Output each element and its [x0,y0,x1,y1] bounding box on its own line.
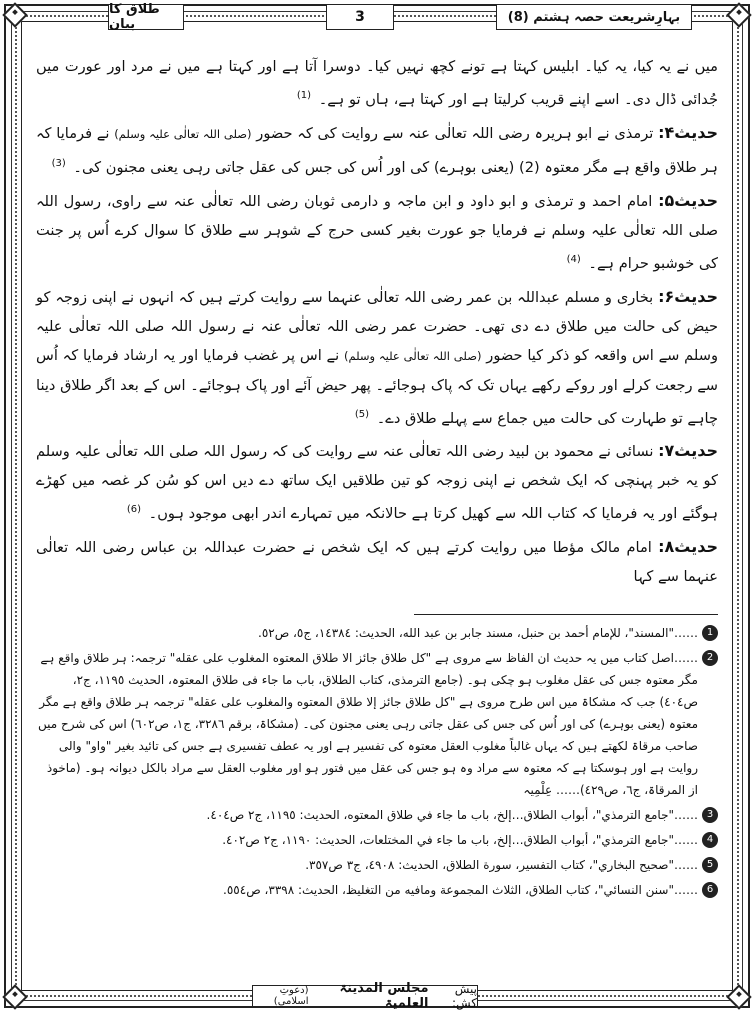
hadith-4 [36,118,718,182]
hadith-label: حدیث۴: [658,122,719,142]
footnote-text: ……"سنن النسائي"، كتاب الطلاق، الثلاث المجموعة ومافيه من التغليظ، الحديث: ٣٣٩٨، ص٥٥٤. [223,883,698,897]
hadith-5 [36,186,718,278]
paragraph-text: میں نے یہ کیا، یہ کیا۔ ابلیس کہتا ہے تونے کچھ نہیں کیا۔ دوسرا آتا ہے اور کہتا ہے میں نے مرد اور عورت میں جُدائی ڈال دی۔ اسے اپنے قریب کرلیتا ہے اور کہتا ہے، ہاں تو ہے۔ [36,58,718,108]
honorific: (صلی اللہ تعالٰی علیہ وسلم) [114,126,252,141]
main-text [36,52,718,595]
footnote-text: ……"المسند"، للإمام أحمد بن حنبل، مسند جابر بن عبد الله، الحديث: ١٤٣٨٤، ج٥، ص٥٢. [258,626,698,640]
footnote-item [36,854,718,876]
footnote-divider [414,614,718,615]
paragraph-text: بخاری و مسلم عبداللہ بن عمر رضی اللہ تعالٰی عنہما سے روایت کرتے ہیں کہ انہوں نے اپنی زوجہ کو حیض کی حالت میں طلاق دے دی تھی۔ حضرت عمر رضی اللہ تعالٰی عنہ نے رسول اللہ صلی اللہ تعالٰی علیہ وسلم سے اس واقعہ کو ذکر کیا حضور [36,288,719,364]
hadith-label: حدیث۷: [658,441,718,461]
footnote-item [36,879,718,901]
hadith-7 [36,436,718,528]
hadith-6 [36,282,718,433]
paragraph-text: امام احمد و ترمذی و ابو داود و ابن ماجہ و دارمی ثوبان رضی اللہ تعالٰی عنہ سے راوی، رسول اللہ صلی اللہ تعالٰی علیہ وسلم نے فرمایا جو عورت بغیر کسی حرج کے شوہر سے طلاق کا سوال کرے اُس پر جنت کی خوشبو حرام ہے۔ [36,192,718,272]
paragraph-text-tail: نے اس پر غضب فرمایا اور یہ ارشاد فرمایا کہ اُس سے رجعت کرلے اور روکے رکھے یہاں تک کہ پاک ہوجائے۔ پھر حیض آئے اور پاک ہوجائے۔ اس کے بعد اگر طلاق دینا چاہے تو طہارت کی حالت میں جماع سے پہلے طلاق دے۔ [36,346,718,427]
footnote-item [36,829,718,851]
footnote-number-badge: 4 [702,832,718,848]
paragraph-text: امام مالک مؤطا میں روایت کرتے ہیں کہ ایک شخص نے حضرت عبداللہ بن عباس رضی اللہ تعالٰی عنہما سے کہا [36,539,718,586]
chapter-title: طلاق کا بیان [108,4,184,30]
footnote-number-badge: 5 [702,857,718,873]
footnote-ref: (6) [126,504,141,516]
footnotes [36,622,718,904]
footnote-text: ……"جامع الترمذي"، أبواب الطلاق…إلخ، باب ما جاء في طلاق المعتوه، الحديث: ١١٩٥، ج٢ ص٤٠٤. [206,808,698,822]
book-title: بہارِشریعت حصہ ہشتم (8) [496,4,692,30]
publisher-name: مجلس المدینۃ العلمیۃ [339,981,429,1011]
paragraph-text: ترمذی نے ابو ہریرہ رضی اللہ تعالٰی عنہ سے روایت کی کہ حضور [256,124,654,142]
footnote-item [36,647,718,801]
footnote-ref: (4) [566,253,581,265]
presenter-label: پیش کش: [451,982,477,1010]
footnote-text: ……"صحيح البخاري"، كتاب التفسير، سورة الطلاق، الحديث: ٤٩٠٨، ج٣ ص٣٥٧. [305,858,698,872]
footnote-number-badge: 6 [702,882,718,898]
page-number: 3 [326,4,394,30]
footnote-number-badge: 2 [702,650,718,666]
footnote-text: ……اصل کتاب میں یہ حدیث ان الفاظ سے مروی ہے "کل طلاق جائز الا طلاق المعتوه المغلوب على عقله" ترجمہ: ہر طلاق واقع ہے مگر معتوہ جس کی عقل مغلوب ہو چکی ہو۔ (جامع الترمذی، کتاب الطلاق، باب ما جاء فی طلاق المعتوہ، الحدیث ١١٩٥، ج٢، ص٤٠٤) جب کہ مشکاۃ میں اس طرح مروی ہے "کل طلاق جائز إلا طلاق المعتوه والمغلوب على عقله" ترجمہ ہر طلاق واقع ہے مگر معتوہ (یعنی بوہرے) کی اور اُس کی جس کی عقل جاتی رہی یعنی مجنون کی۔ (مشکاۃ، برقم ٣٢٨٦، ج١، ص٦٠٢) اس کی شرح میں صاحب مرقاۃ لکھتے ہیں کہ یہاں غالباً مغلوب العقل معتوہ کی تفسیر ہے اور یہ عطف تفسیری ہے جس کی تائید بغیر "واو" والی روایت ہے اور ہوسکتا ہے کہ معتوہ سے مراد وہ ہو جس کی عقل میں فتور ہو اور مغلوب العقل سے مراد بالکل دیوانہ ہو۔ (ماخوذ از المرقاۃ، ج٦، ص٤٢٩)…… عِلْمِیہ [37,651,698,797]
paragraph-text: نسائی نے محمود بن لبید رضی اللہ تعالٰی عنہ سے روایت کی کہ رسول اللہ صلی اللہ تعالٰی علیہ وسلم کو یہ خبر پہنچی کہ ایک شخص نے اپنی زوجہ کو تین طلاقیں ایک ساتھ دے دیں اس کو سُن کر غصہ میں کھڑے ہوگئے اور یہ فرمایا کہ کتاب اللہ سے کھیل کرتا ہے حالانکہ میں تمہارے اندر ابھی موجود ہوں۔ [36,443,718,523]
page-footer [252,981,478,1011]
footnote-number-badge: 3 [702,807,718,823]
footnote-number-badge: 1 [702,625,718,641]
footnote-item [36,622,718,644]
paragraph-text-tail: نے فرمایا کہ ہر طلاق واقع ہے مگر معتوہ (2) (یعنی بوہرے) کی اور اُس کی جس کی عقل جاتی رہی یعنی مجنون کی۔ [36,124,718,176]
footnote-ref: (3) [51,157,66,169]
hadith-label: حدیث۵: [658,190,719,210]
hadith-label: حدیث۶: [658,286,718,306]
hadith-8 [36,532,718,591]
organization-name: (دعوتِ اسلامی) [273,985,309,1007]
hadith-label: حدیث۸: [658,537,718,557]
page-header [26,4,728,30]
honorific: (صلی اللہ تعالٰی علیہ وسلم) [343,348,482,363]
paragraph [36,52,718,114]
footnote-ref: (1) [296,90,312,101]
footnote-ref: (5) [354,408,370,420]
footnote-item [36,804,718,826]
footnote-text: ……"جامع الترمذي"، أبواب الطلاق…إلخ، باب ما جاء في المختلعات، الحديث: ١١٩٠، ج٢ ص٤٠٢. [222,833,698,847]
